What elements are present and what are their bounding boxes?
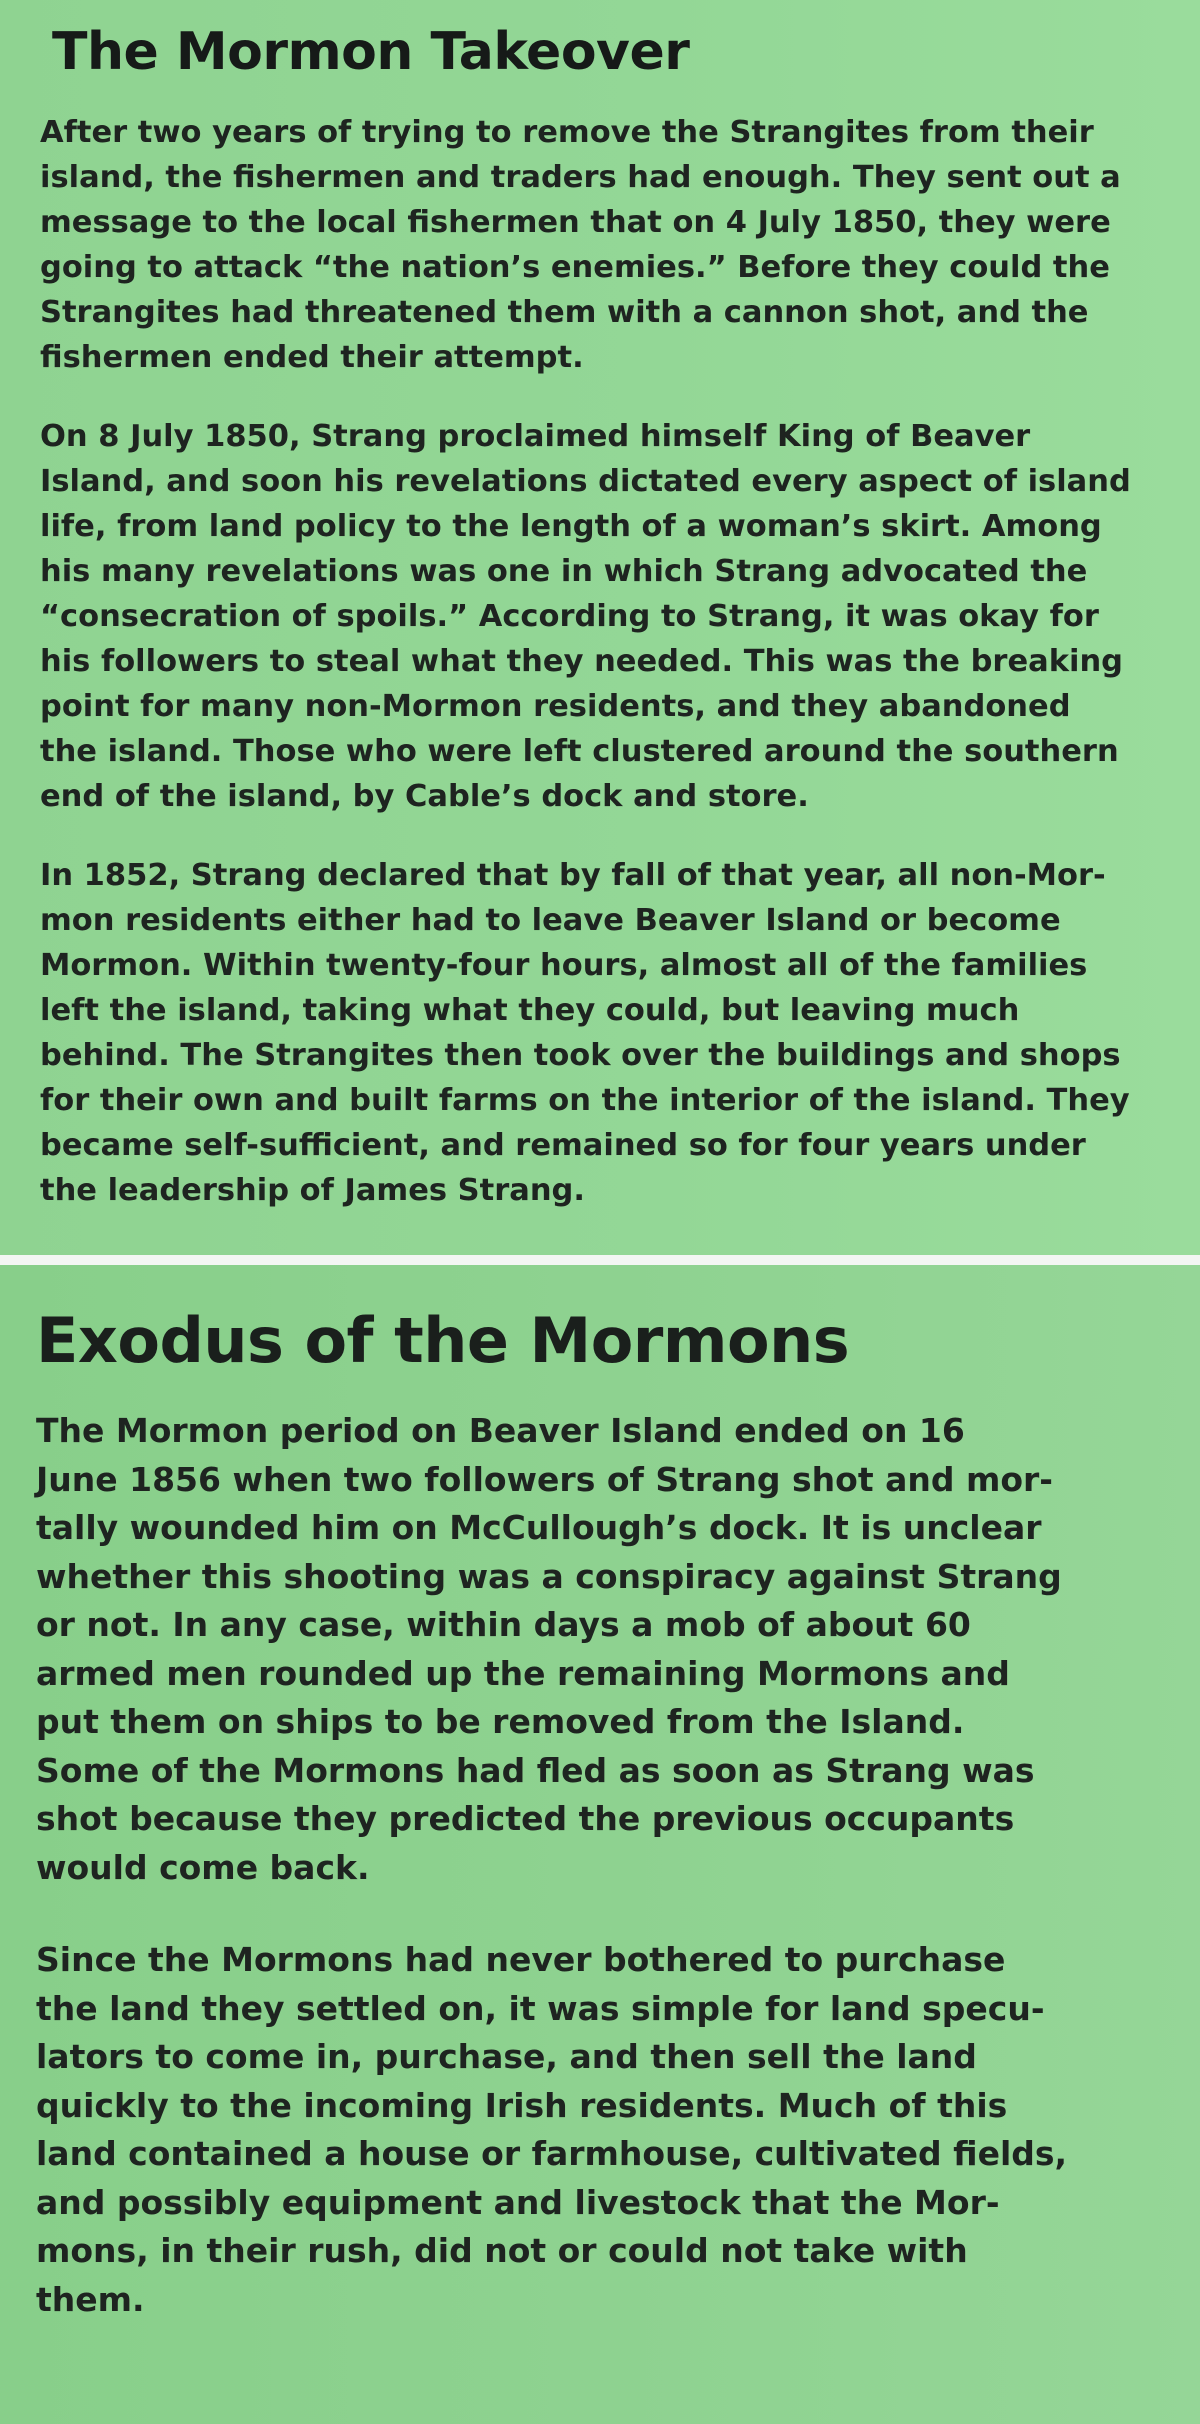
section-title-exodus: Exodus of the Mormons (36, 1304, 850, 1377)
panel-divider (0, 1255, 1200, 1265)
paragraph-1: After two years of trying to remove the Strangites from their island, the fishermen and traders had enough. They sent out a message to the local fishermen that on 4 July 1850, they were going to attack “the nation’s enemies.” Before they could the Strangites had threatened them with a cannon shot, and the fishermen ended their attempt. (40, 115, 1121, 375)
paragraph-2: Since the Mormons had never bothered to purchase the land they settled on, it was simple for land specu- lators to come in, purchase, and then sell the land quickly to the incoming Irish residents. Much of this land contained a house or farmhouse, cultivated fields, and possibly equipment and livestock that the Mor- mons, in their rush, did not or could not take with them. (36, 1940, 1068, 2319)
paragraph-2: On 8 July 1850, Strang proclaimed himself King of Beaver Island, and soon his revelations dictated every aspect of island life, from land policy to the length of a woman’s skirt. Among his many revelations was one in which Strang advocated the “consecration of spoils.” According to Strang, it was okay for his followers to steal what they needed. This was the breaking point for many non-Mormon residents, and they abandoned the island. Those who were left clustered around the southern end of the island, by Cable’s dock and store. (40, 419, 1131, 814)
section-title-mormon-takeover: The Mormon Takeover (52, 22, 690, 82)
paragraph-3: In 1852, Strang declared that by fall of that year, all non-Mor- mon residents either had to leave Beaver Island or become Mormon. Within twenty-four hours, almost all of the families left the island, taking what they could, but leaving much behind. The Strangites then took over the buildings and shops for their own and built farms on the interior of the island. They became self-sufficient, and remained so for four years under the leadership of James Strang. (40, 858, 1130, 1208)
paragraph-1: The Mormon period on Beaver Island ended on 16 June 1856 when two followers of Strang shot and mor- tally wounded him on McCullough’s dock. It is unclear whether this shooting was a conspiracy against Strang or not. In any case, within days a mob of about 60 armed men rounded up the remaining Mormons and put them on ships to be removed from the Island. Some of the Mormons had fled as soon as Strang was shot because they predicted the previous occupants would come back. (36, 1411, 1062, 1887)
sign-panel-exodus (0, 1265, 1200, 2424)
